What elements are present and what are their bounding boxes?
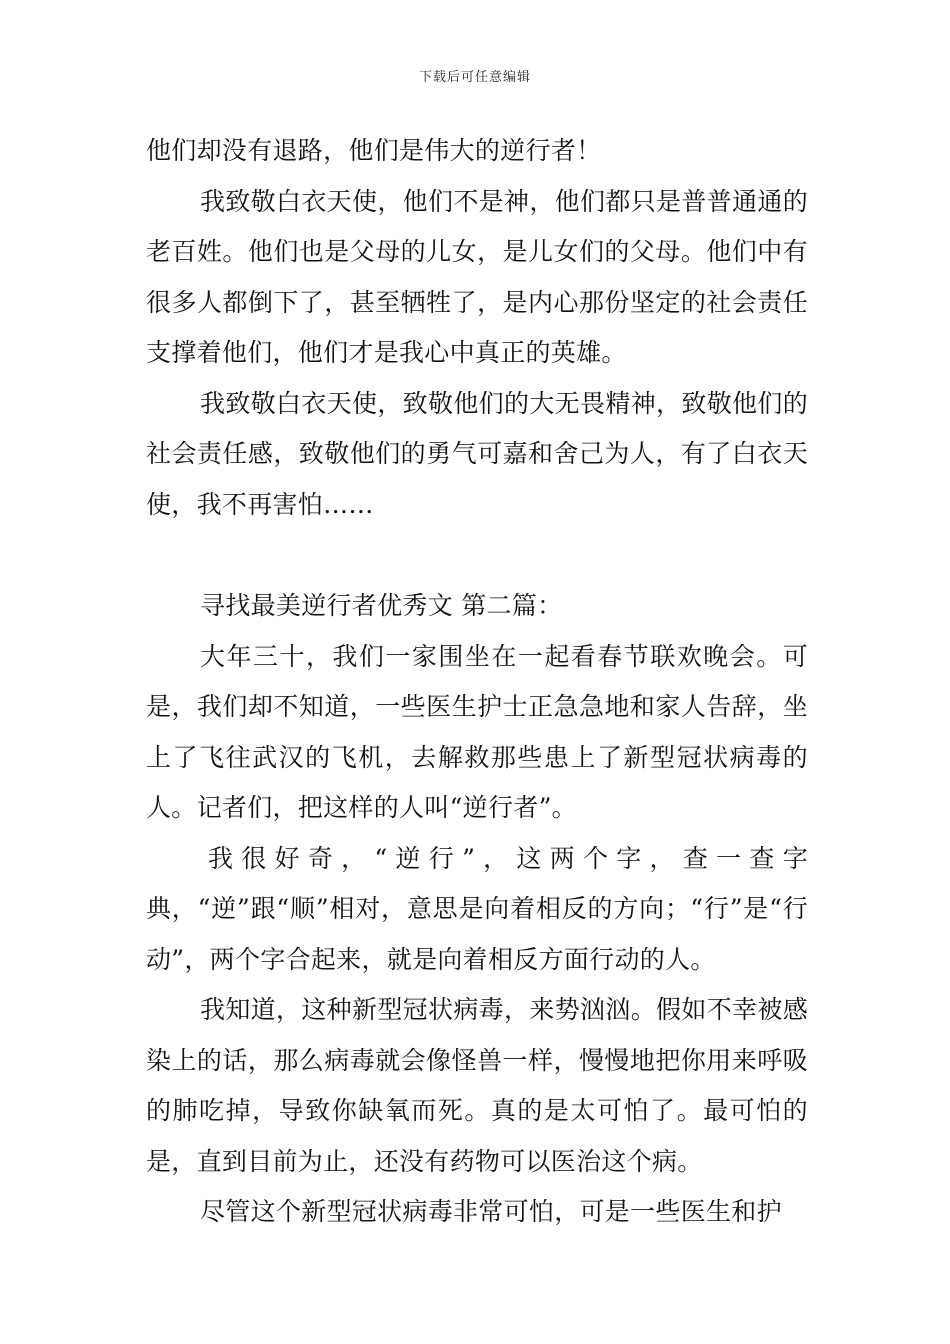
download-note: 下载后可任意编辑	[418, 70, 531, 85]
paragraph: 大年三十，我们一家围坐在一起看春节联欢晚会。可是，我们却不知道，一些医生护士正急急地和家人告辞，坐上了飞往武汉的飞机，去解救那些患上了新型冠状病毒的人。记者们，把这样的人叫“逆行者”。	[146, 641, 808, 822]
paragraph: 我知道，这种新型冠状病毒，来势汹汹。假如不幸被感染上的话，那么病毒就会像怪兽一样，慢慢地把你用来呼吸的肺吃掉，导致你缺氧而死。真的是太可怕了。最可怕的是，直到目前为止，还没有药物可以医治这个病。	[146, 995, 808, 1176]
paragraph-continuation: 他们却没有退路，他们是伟大的逆行者！	[146, 136, 602, 165]
paragraph: 我致敬白衣天使，致敬他们的大无畏精神，致敬他们的社会责任感，致敬他们的勇气可嘉和舍己为人，有了白衣天使，我不再害怕……	[146, 388, 808, 519]
paragraph: 尽管这个新型冠状病毒非常可怕，可是一些医生和护	[200, 1197, 782, 1226]
paragraph: 我很好奇，“逆行”，这两个字，查一查字典，“逆”跟“顺”相对，意思是向着相反的方向；“行”是“行动”，两个字合起来，就是向着相反方面行动的人。	[146, 843, 808, 974]
paragraph: 我致敬白衣天使，他们不是神，他们都只是普普通通的老百姓。他们也是父母的儿女，是儿女们的父母。他们中有很多人都倒下了，甚至牺牲了，是内心那份坚定的社会责任支撑着他们，他们才是我心中真正的英雄。	[146, 186, 808, 367]
section-title: 寻找最美逆行者优秀文 第二篇：	[200, 591, 563, 620]
article-body	[146, 126, 808, 1238]
